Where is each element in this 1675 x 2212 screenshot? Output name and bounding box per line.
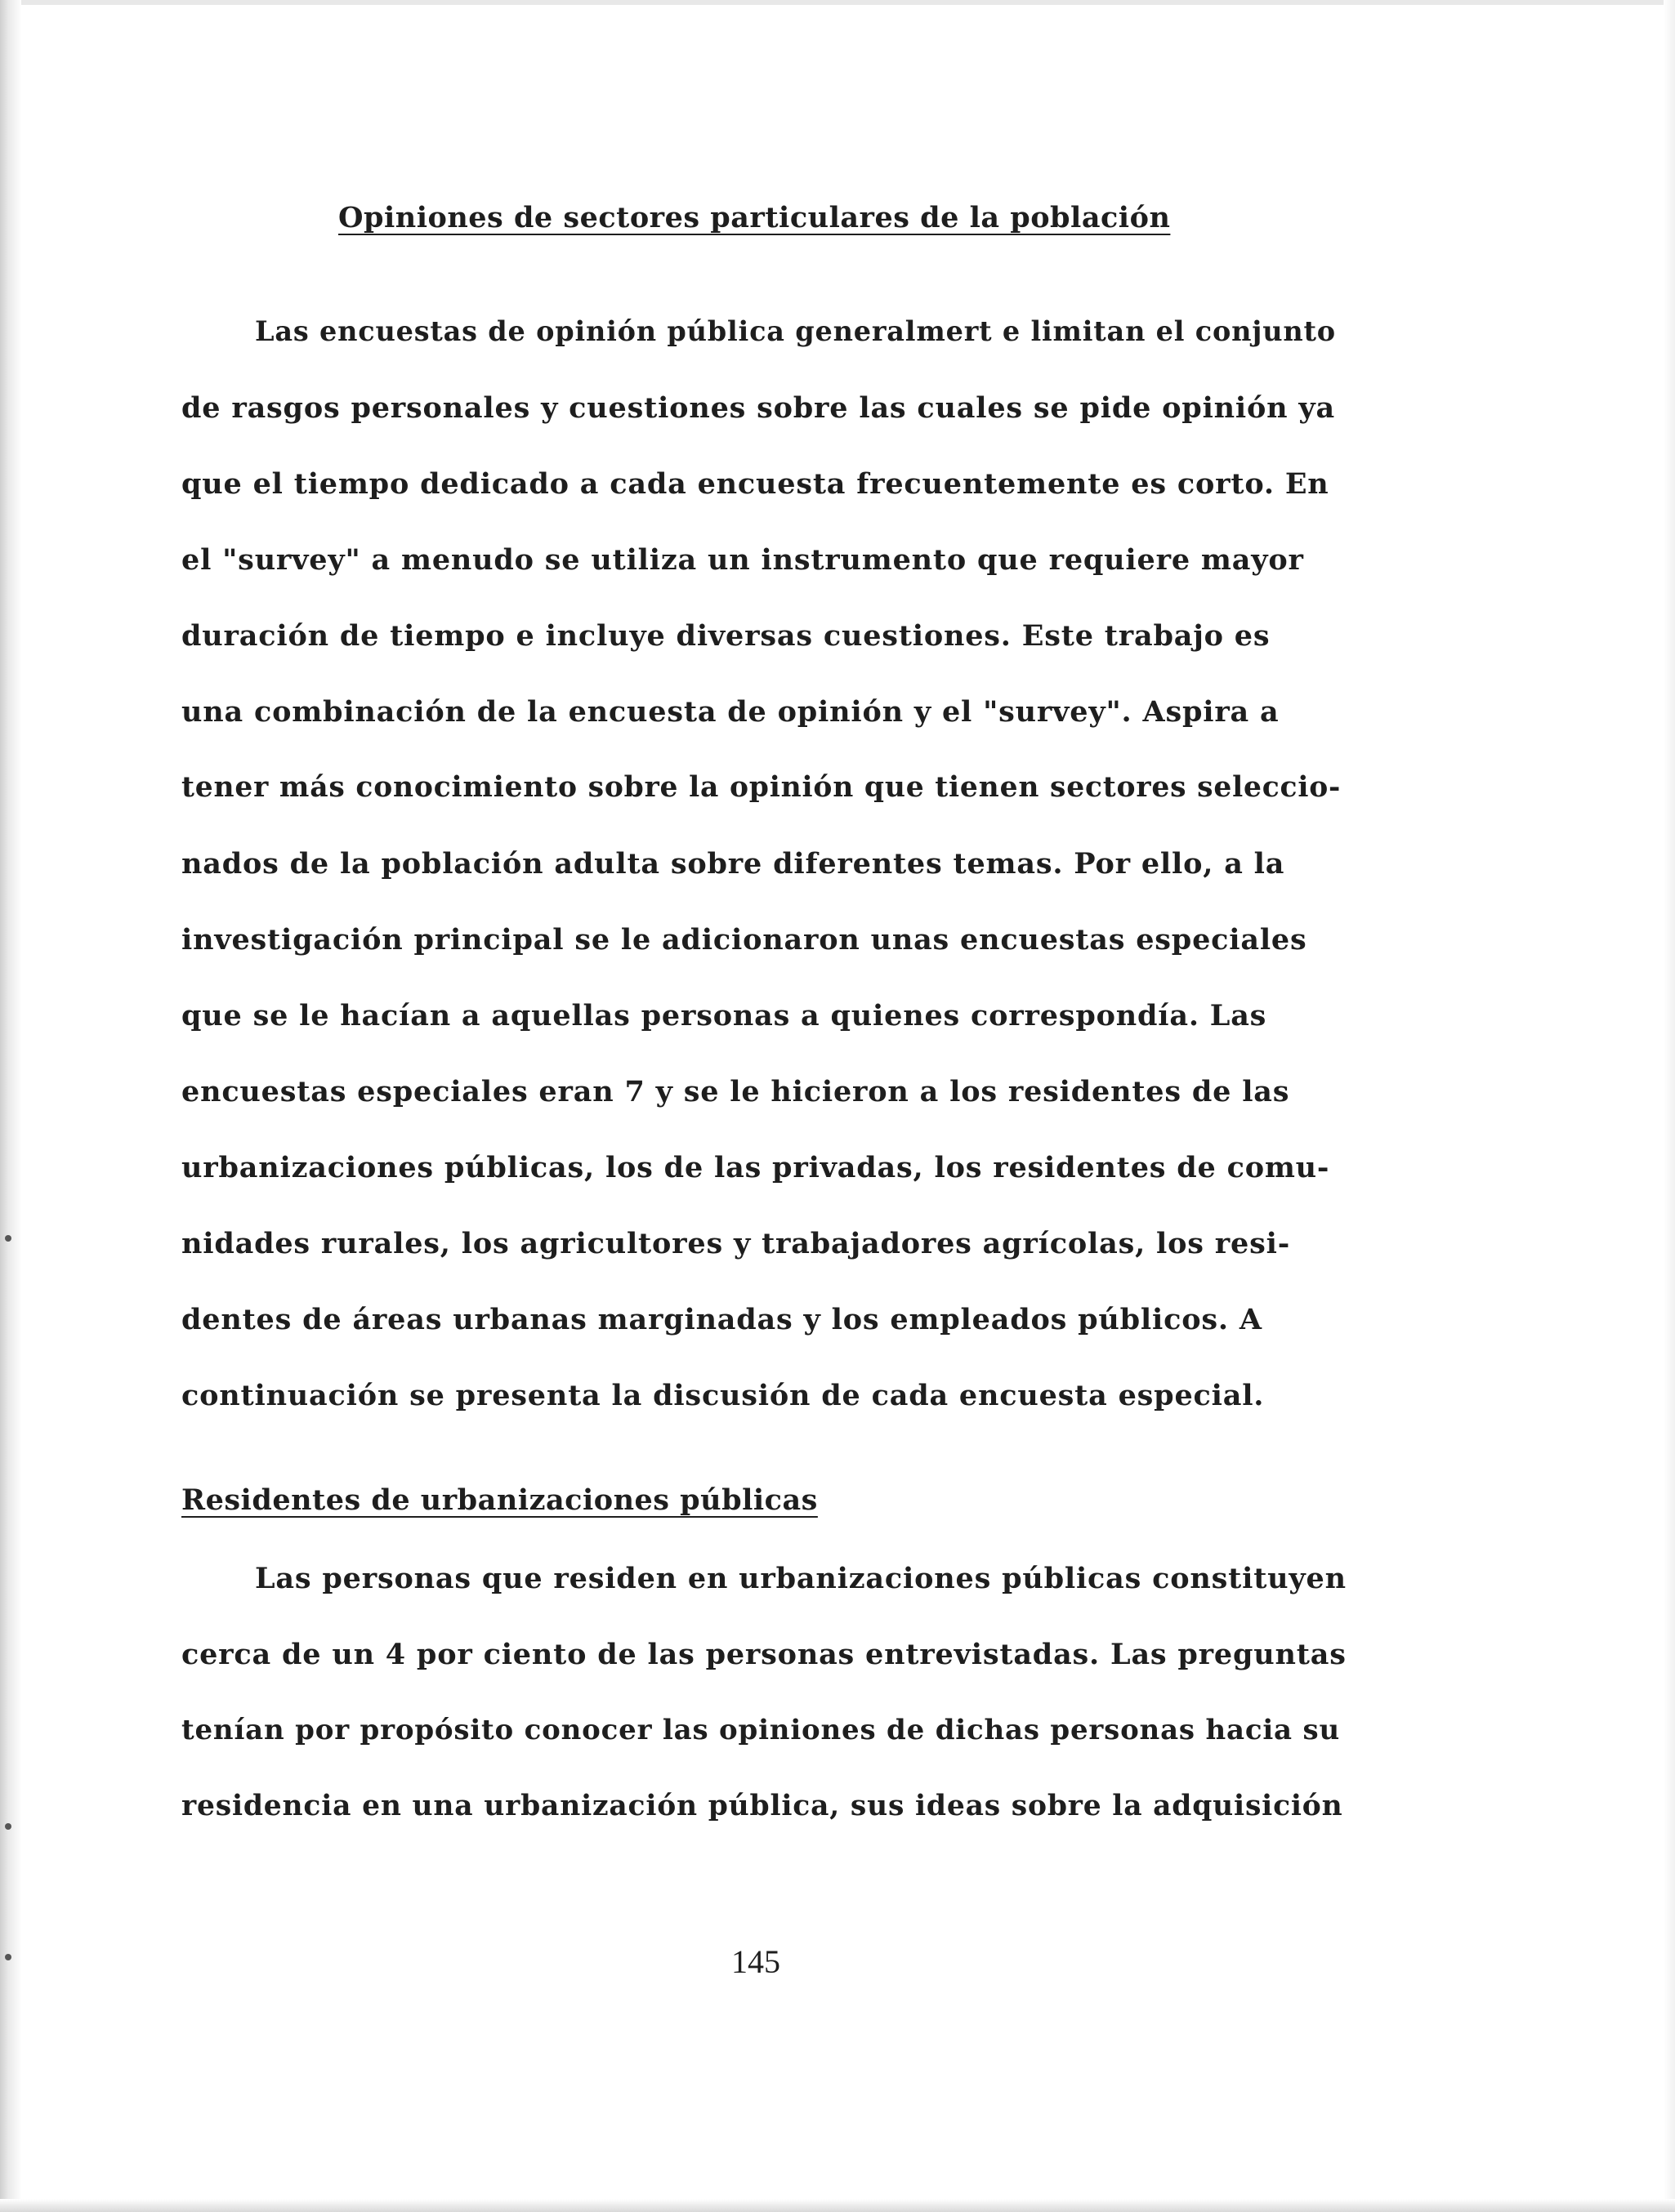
body-line: una combinación de la encuesta de opinión y el "survey". Aspira a <box>181 695 1280 729</box>
body-line: el "survey" a menudo se utiliza un instrumento que requiere mayor <box>181 543 1304 577</box>
body-line: duración de tiempo e incluye diversas cuestiones. Este trabajo es <box>181 619 1271 653</box>
body-line: continuación se presenta la discusión de cada encuesta especial. <box>181 1379 1265 1412</box>
body-line: que el tiempo dedicado a cada encuesta frecuentemente es corto. En <box>181 467 1329 501</box>
body-line: de rasgos personales y cuestiones sobre las cuales se pide opinión ya <box>181 391 1335 425</box>
body-line: investigación principal se le adicionaron unas encuestas especiales <box>181 923 1307 957</box>
body-line: encuestas especiales eran 7 y se le hicieron a los residentes de las <box>181 1075 1290 1108</box>
body-line: tenían por propósito conocer las opiniones de dichas personas hacia su <box>181 1714 1340 1746</box>
body-line: nados de la población adulta sobre diferentes temas. Por ello, a la <box>181 847 1285 881</box>
body-line: urbanizaciones públicas, los de las privadas, los residentes de comu- <box>181 1151 1330 1184</box>
body-line: tener más conocimiento sobre la opinión que tienen sectores seleccio- <box>181 771 1342 804</box>
section-heading-opiniones: Opiniones de sectores particulares de la población <box>338 201 1171 234</box>
body-line: Las encuestas de opinión pública generalmert e limitan el conjunto <box>255 315 1336 347</box>
body-line: cerca de un 4 por ciento de las personas entrevistadas. Las preguntas <box>181 1638 1347 1671</box>
body-line: que se le hacían a aquellas personas a quienes correspondía. Las <box>181 999 1267 1032</box>
scan-edge-left <box>0 0 21 2212</box>
binding-mark <box>5 1235 11 1242</box>
body-line: dentes de áreas urbanas marginadas y los empleados públicos. A <box>181 1303 1262 1336</box>
page-number: 145 <box>731 1943 780 1980</box>
scan-edge-bottom <box>0 2199 1675 2212</box>
section-heading-residentes: Residentes de urbanizaciones públicas <box>181 1483 818 1517</box>
scan-edge-top <box>0 0 1675 5</box>
body-line: nidades rurales, los agricultores y trabajadores agrícolas, los resi- <box>181 1227 1291 1260</box>
body-line: Las personas que residen en urbanizaciones públicas constituyen <box>255 1562 1347 1595</box>
binding-mark <box>5 1823 11 1830</box>
scan-edge-right <box>1664 0 1675 2212</box>
body-line: residencia en una urbanización pública, sus ideas sobre la adquisición <box>181 1790 1343 1822</box>
